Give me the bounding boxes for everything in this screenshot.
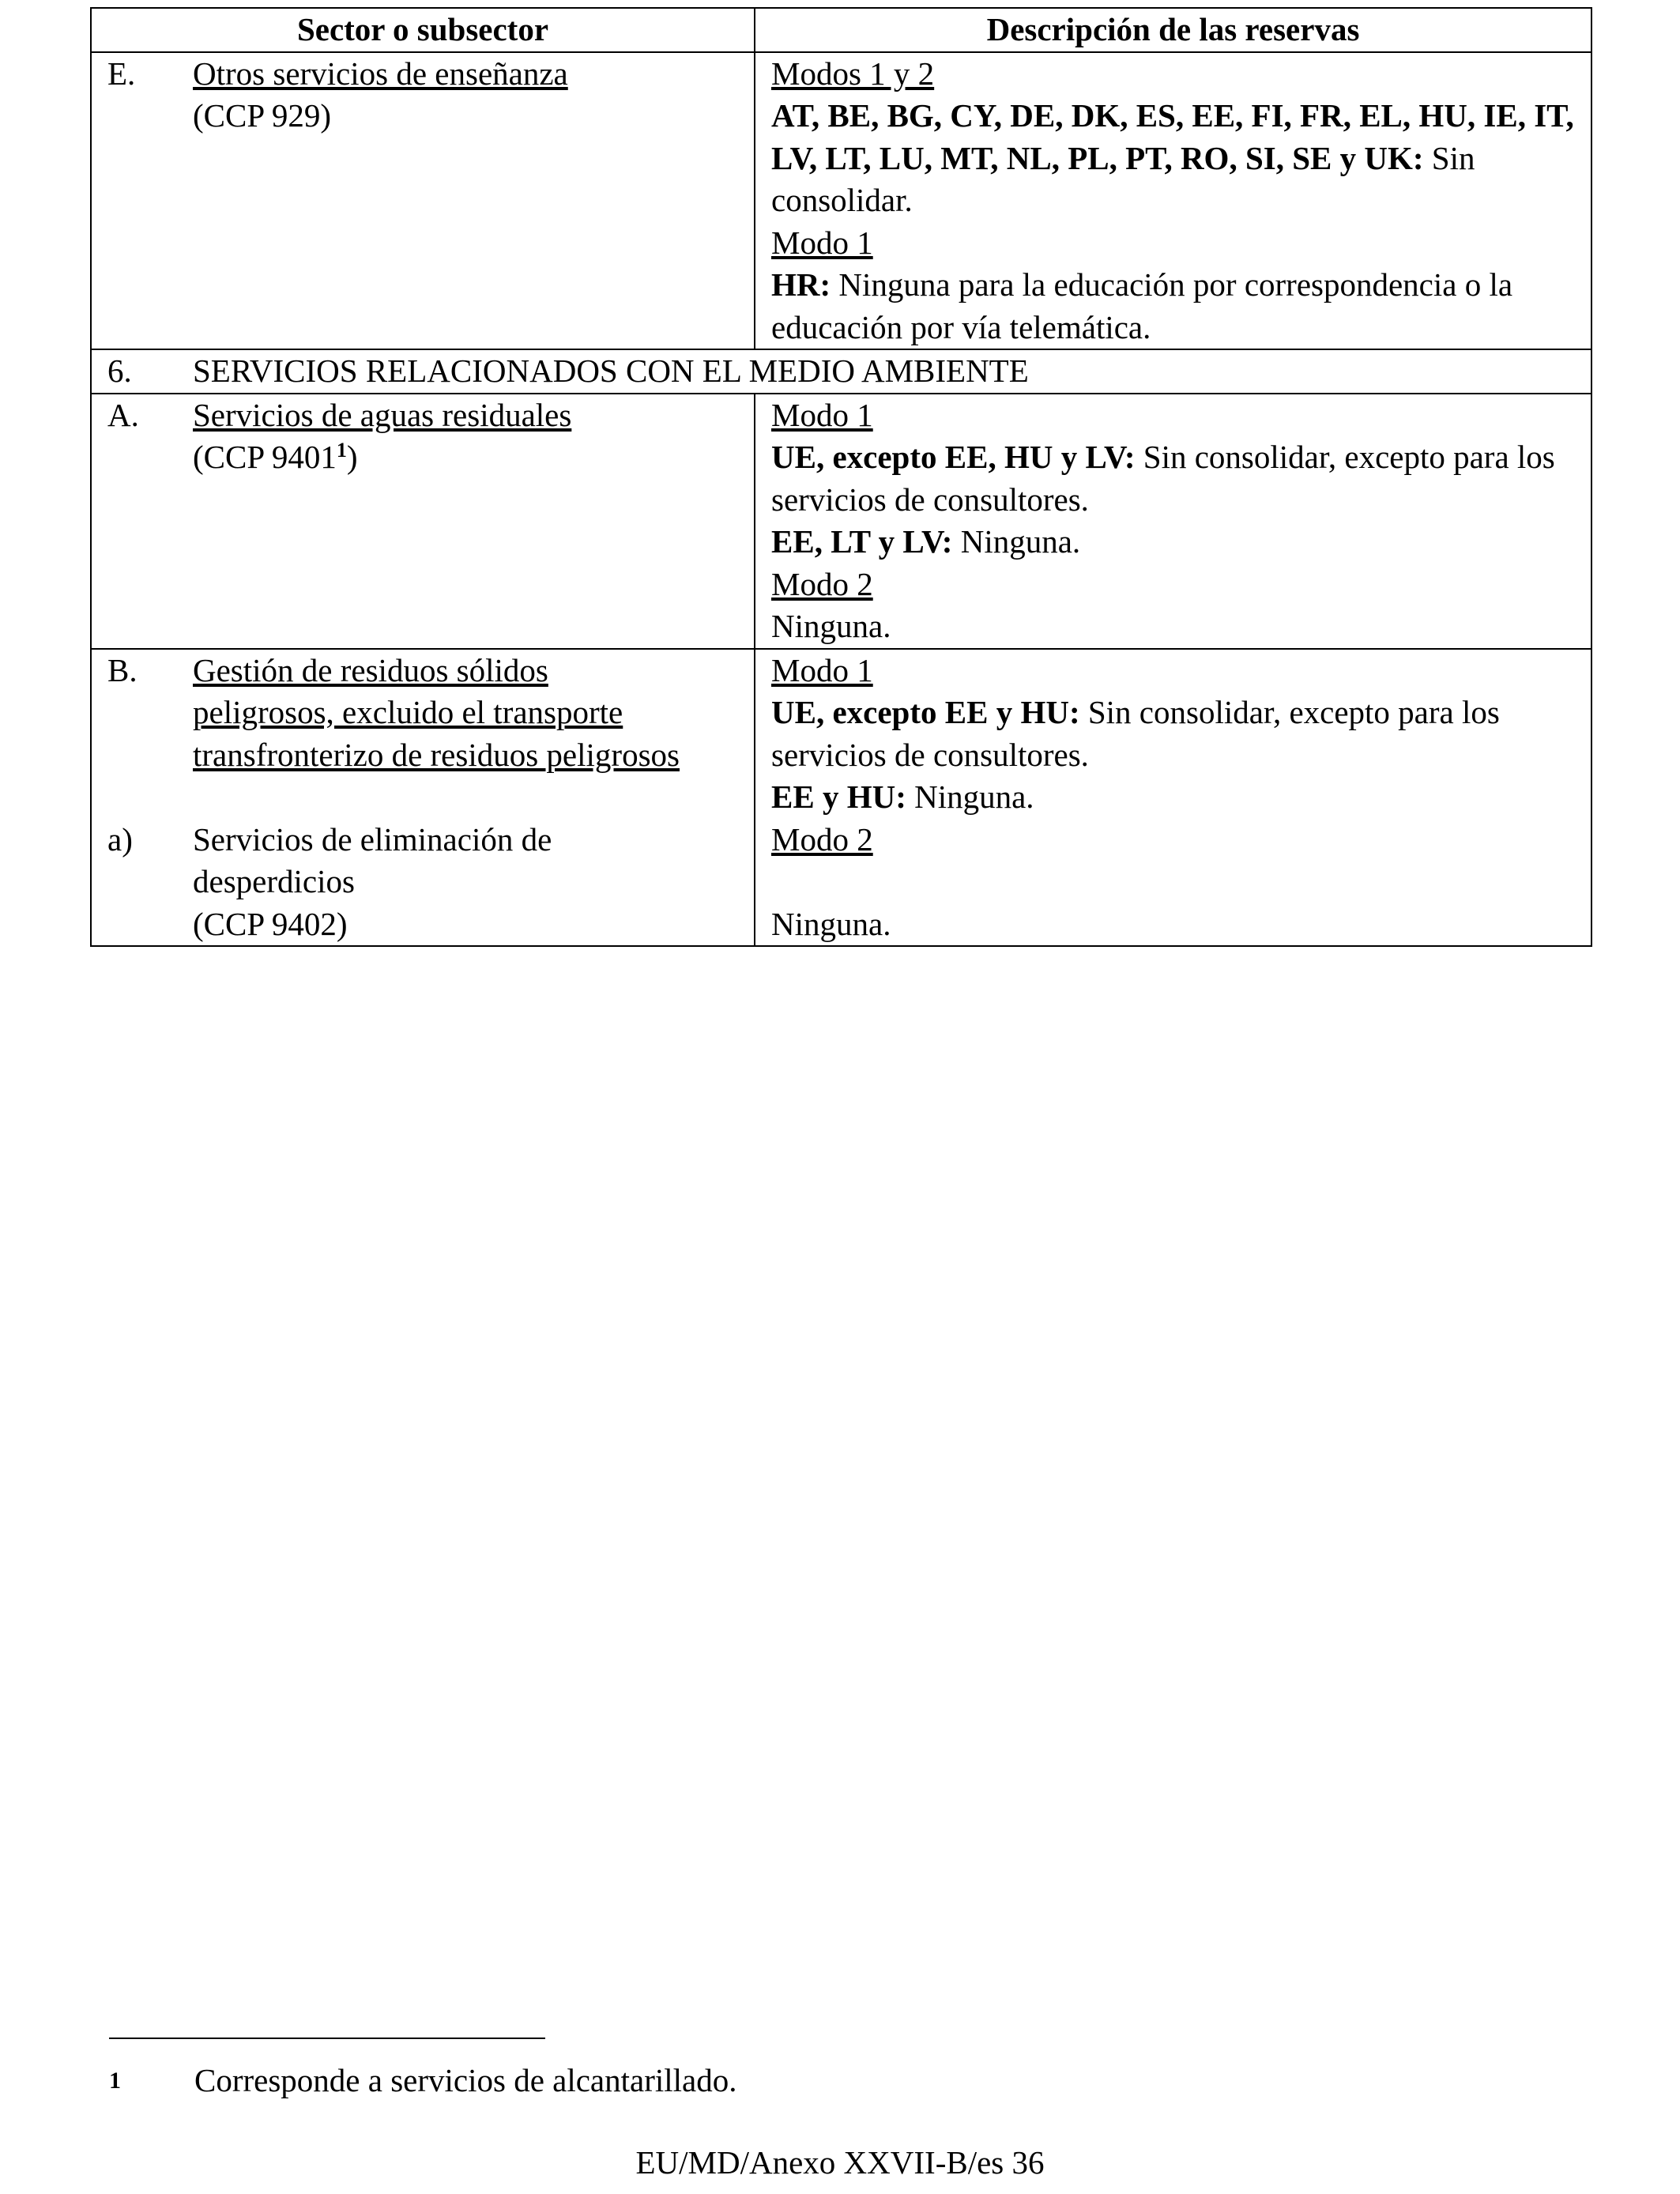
sector-title: Servicios de aguas residuales — [193, 396, 572, 433]
row-label: B. — [107, 651, 137, 688]
table-row — [91, 394, 1591, 649]
description-cell — [755, 649, 1591, 947]
sector-code: (CCP 929) — [193, 97, 332, 134]
table-header-row — [91, 8, 1591, 52]
sub-title: Servicios de eliminación de desperdicios — [193, 820, 552, 899]
reservation-text: Ninguna para la educación por correspondencia o la educación por vía telemática. — [771, 266, 1513, 345]
header-description: Descripción de las reservas — [755, 8, 1591, 52]
reservation-text: Sin consolidar. — [771, 139, 1475, 218]
reservation-text: Sin consolidar, excepto para los servicios de consultores. — [771, 694, 1500, 773]
mode-heading: Modo 1 — [771, 651, 873, 688]
table-row — [91, 52, 1591, 350]
mode-heading: Modo 1 — [771, 224, 873, 261]
reservations-table — [90, 7, 1592, 947]
description-cell — [755, 52, 1591, 350]
sector-cell — [91, 52, 755, 350]
sector-code-close: ) — [346, 439, 358, 475]
mode-heading: Modo 1 — [771, 396, 873, 433]
country-list: EE y HU: — [771, 778, 906, 815]
sector-title: Otros servicios de enseñanza — [193, 55, 568, 92]
footnote — [109, 2060, 737, 2102]
reservation-text: Sin consolidar, excepto para los servicios de consultores. — [771, 439, 1555, 518]
mode-heading: Modo 2 — [771, 820, 873, 858]
reservation-text: Ninguna. — [906, 778, 1034, 815]
page-reference: EU/MD/Anexo XXVII-B/es 36 — [635, 2144, 1045, 2181]
country-list: UE, excepto EE, HU y LV: — [771, 439, 1136, 475]
row-label: E. — [107, 55, 136, 92]
reservation-text: Ninguna. — [952, 523, 1081, 560]
sector-cell — [91, 649, 755, 947]
section-title: SERVICIOS RELACIONADOS CON EL MEDIO AMBIENTE — [193, 352, 1029, 389]
description-cell — [755, 394, 1591, 649]
sector-title: Gestión de residuos sólidos peligrosos, excluido el transporte transfronterizo de residuos peligrosos — [193, 651, 680, 773]
reservation-text: Ninguna. — [771, 905, 891, 942]
sector-code: (CCP 9402) — [193, 905, 348, 942]
country-list: AT, BE, BG, CY, DE, DK, ES, EE, FI, FR, EL, HU, IE, IT, LV, LT, LU, MT, NL, PL, PT, RO, SI, SE y UK: — [771, 97, 1574, 176]
country-list: EE, LT y LV: — [771, 523, 953, 560]
country-code: HR: — [771, 266, 831, 303]
footnote-separator — [109, 2038, 545, 2039]
sub-label: a) — [107, 820, 133, 858]
footnote-mark: 1 — [109, 2068, 121, 2094]
section-cell — [91, 349, 1591, 394]
header-sector: Sector o subsector — [91, 8, 755, 52]
mode-heading: Modos 1 y 2 — [771, 55, 935, 92]
section-label: 6. — [107, 352, 132, 389]
mode-heading: Modo 2 — [771, 565, 873, 602]
sector-cell — [91, 394, 755, 649]
section-row — [91, 349, 1591, 394]
footnote-text: Corresponde a servicios de alcantarillado. — [194, 2062, 737, 2098]
table-row — [91, 649, 1591, 947]
reservation-text: Ninguna. — [771, 608, 891, 644]
sector-code: (CCP 9401 — [193, 439, 337, 475]
footnote-reference[interactable]: 1 — [336, 439, 347, 462]
country-list: UE, excepto EE y HU: — [771, 694, 1080, 730]
row-label: A. — [107, 396, 139, 433]
